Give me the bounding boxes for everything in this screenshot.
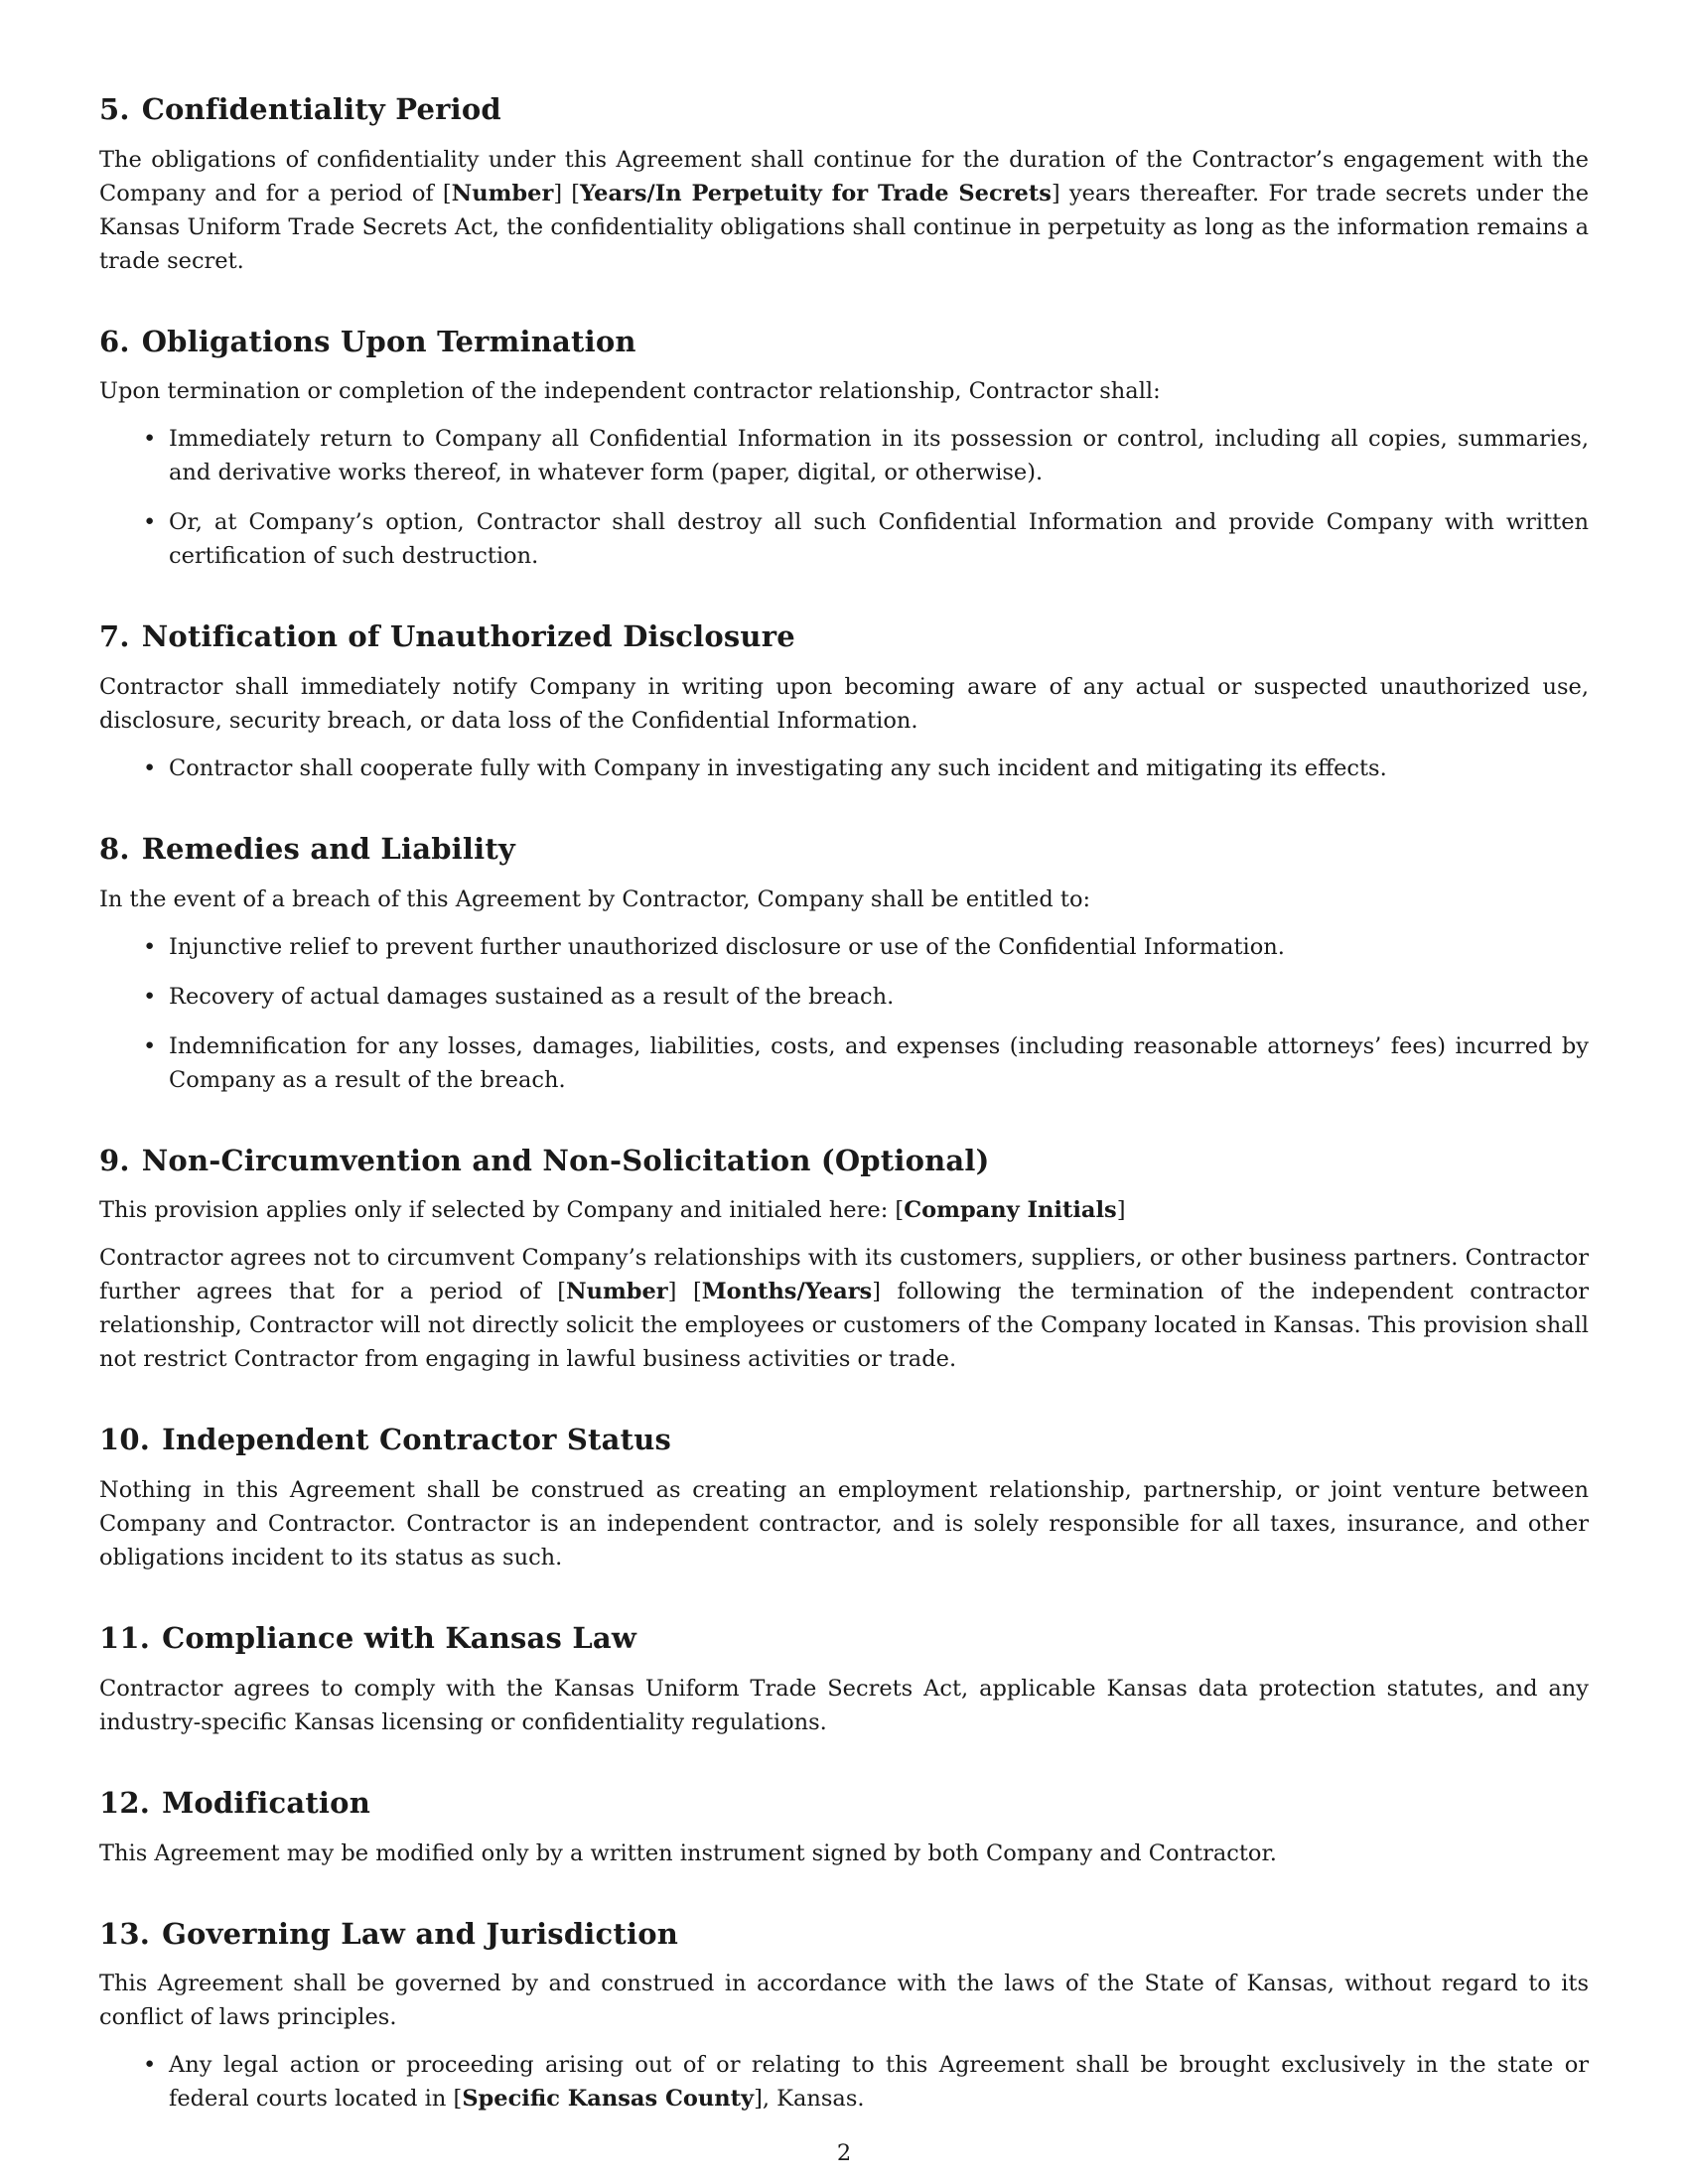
section-number: 12. <box>99 1785 151 1820</box>
bullet-list <box>99 2048 1589 2116</box>
bullet-list <box>99 751 1589 785</box>
section-non-circumvention <box>99 1143 1589 1377</box>
section-number: 5. <box>99 92 130 126</box>
placeholder-field: Number <box>566 1279 668 1305</box>
list-item: • Recovery of actual damages sustained as a result of the breach. <box>169 980 1589 1014</box>
section-heading <box>99 91 1589 129</box>
list-item <box>169 2048 1589 2116</box>
section-title: Modification <box>162 1785 370 1820</box>
page-number: 2 <box>836 2140 852 2166</box>
bullet-list <box>99 930 1589 1097</box>
section-title: Remedies and Liability <box>141 832 515 867</box>
section-title: Independent Contractor Status <box>162 1423 672 1457</box>
text-run: The obligations of confidentiality under this Agreement shall continue for the duration of the Contractor’s engagement with the Company and for a period of [ <box>99 146 1589 206</box>
placeholder-field: Company Initials <box>904 1197 1117 1224</box>
section-paragraph <box>99 1193 1589 1227</box>
text-run: ] [ <box>553 180 581 206</box>
section-title: Obligations Upon Termination <box>141 324 636 358</box>
bullet-list <box>99 422 1589 573</box>
section-independent-contractor-status <box>99 1422 1589 1574</box>
section-paragraph: Contractor shall immediately notify Company in writing upon becoming aware of any actual or suspected unauthorized use, disclosure, security breach, or data loss of the Confidential Information. <box>99 674 1589 735</box>
text-run: ], Kansas. <box>754 2086 865 2113</box>
section-heading <box>99 831 1589 869</box>
section-paragraph <box>99 1241 1589 1376</box>
list-item: • Immediately return to Company all Confidential Information in its possession or control, including all copies, summaries, and derivative works thereof, in whatever form (paper, digital, or otherwise). <box>169 422 1589 489</box>
list-item: • Injunctive relief to prevent further unauthorized disclosure or use of the Confidential Information. <box>169 930 1589 964</box>
list-item: • Contractor shall cooperate fully with Company in investigating any such incident and mitigating its effects. <box>169 751 1589 785</box>
list-item: • Indemnification for any losses, damages, liabilities, costs, and expenses (including reasonable attorneys’ fees) incurred by Company as a result of the breach. <box>169 1029 1589 1097</box>
placeholder-field: Months/Years <box>701 1279 873 1305</box>
section-title: Governing Law and Jurisdiction <box>162 1916 679 1951</box>
section-title: Compliance with Kansas Law <box>162 1621 637 1656</box>
section-number: 13. <box>99 1916 151 1951</box>
section-paragraph: Contractor agrees to comply with the Kansas Uniform Trade Secrets Act, applicable Kansas data protection statutes, and any industry-specific Kansas licensing or confidentiality regulations. <box>99 1675 1589 1735</box>
section-number: 9. <box>99 1143 130 1177</box>
section-paragraph <box>99 143 1589 278</box>
section-modification <box>99 1785 1589 1870</box>
section-compliance-with-kansas-law <box>99 1620 1589 1739</box>
section-paragraph: This Agreement shall be governed by and construed in accordance with the laws of the State of Kansas, without regard to its conflict of laws principles. <box>99 1971 1589 2031</box>
section-heading <box>99 1785 1589 1823</box>
text-run: ] following the termination of the independent contractor relationship, Contractor will not directly solicit the employees or customers of the Company located in Kansas. This provision shall not restrict Contractor from engaging in lawful business activities or trade. <box>99 1279 1590 1373</box>
section-title: Notification of Unauthorized Disclosure <box>141 619 795 654</box>
section-obligations-upon-termination <box>99 324 1589 574</box>
section-remedies-and-liability <box>99 831 1589 1097</box>
section-notification-of-unauthorized-disclosure <box>99 618 1589 785</box>
section-heading <box>99 324 1589 361</box>
document-page <box>99 91 1589 2116</box>
section-heading <box>99 1916 1589 1954</box>
section-number: 10. <box>99 1423 151 1457</box>
section-number: 7. <box>99 619 130 654</box>
text-run: Contractor agrees not to circumvent Company’s relationships with its customers, suppliers, or other business partners. Contractor further agrees that for a period of [ <box>99 1245 1589 1305</box>
section-paragraph: Upon termination or completion of the independent contractor relationship, Contractor shall: <box>99 378 1161 405</box>
text-run: Any legal action or proceeding arising out of or relating to this Agreement shall be brought exclusively in the state or federal courts located in [ <box>169 2052 1589 2113</box>
placeholder-field: Specific Kansas County <box>462 2086 755 2113</box>
list-item: • Or, at Company’s option, Contractor shall destroy all such Confidential Information and provide Company with written certification of such destruction. <box>169 505 1589 573</box>
section-paragraph: In the event of a breach of this Agreement by Contractor, Company shall be entitled to: <box>99 886 1091 912</box>
section-number: 6. <box>99 324 130 358</box>
placeholder-field: Years/In Perpetuity for Trade Secrets <box>580 180 1052 206</box>
text-run: ] <box>1116 1197 1126 1224</box>
section-paragraph: Nothing in this Agreement shall be construed as creating an employment relationship, partnership, or joint venture between Company and Contractor. Contractor is an independent contractor, and is solely responsible for all taxes, insurance, and other obligations incident to its status as such. <box>99 1477 1589 1571</box>
section-number: 8. <box>99 832 130 867</box>
section-confidentiality-period <box>99 91 1589 278</box>
section-paragraph: This Agreement may be modified only by a written instrument signed by both Company and Contractor. <box>99 1840 1277 1866</box>
text-run: ] [ <box>667 1279 702 1305</box>
section-number: 11. <box>99 1621 151 1656</box>
section-heading <box>99 1143 1589 1180</box>
section-heading <box>99 1422 1589 1459</box>
section-governing-law <box>99 1916 1589 2116</box>
section-title: Confidentiality Period <box>141 92 501 126</box>
section-heading <box>99 1620 1589 1658</box>
text-run: This provision applies only if selected by Company and initialed here: [ <box>99 1197 905 1224</box>
placeholder-field: Number <box>451 180 554 206</box>
text-run: ] years thereafter. For trade secrets under the Kansas Uniform Trade Secrets Act, the confidentiality obligations shall continue in perpetuity as long as the information remains a trade secret. <box>99 180 1590 274</box>
section-heading <box>99 618 1589 656</box>
section-title: Non-Circumvention and Non-Solicitation (Optional) <box>141 1143 990 1177</box>
